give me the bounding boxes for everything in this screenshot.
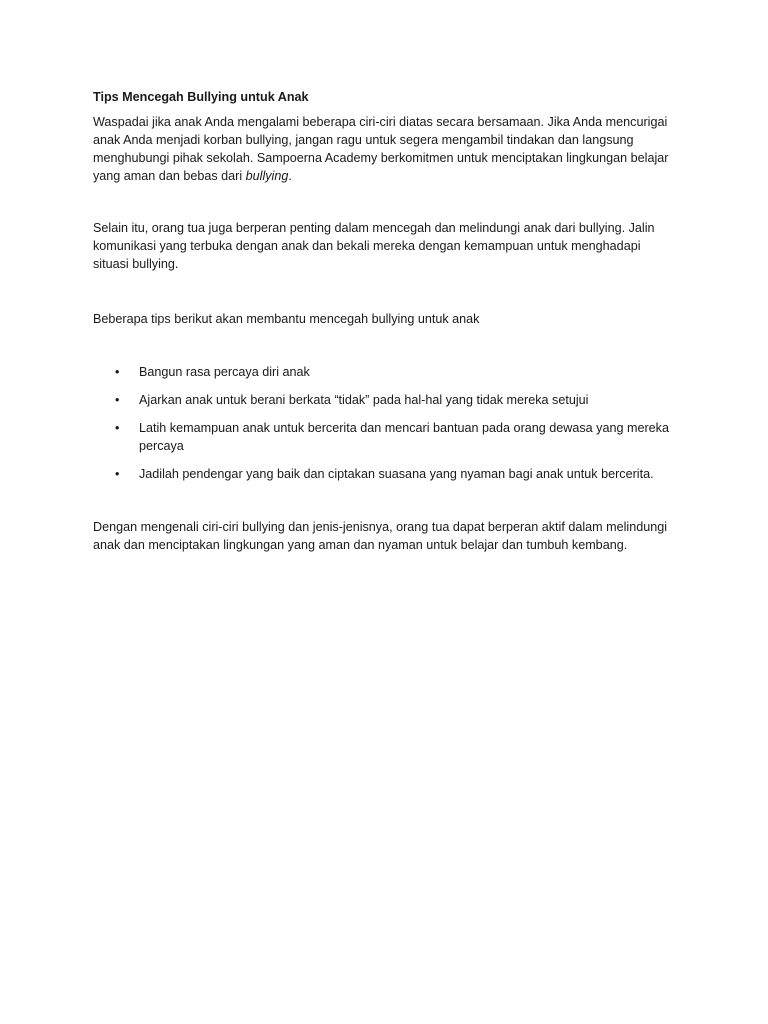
bullet-icon: • <box>115 365 120 379</box>
tip-text: Ajarkan anak untuk berani berkata “tidak” pada hal-hal yang tidak mereka setujui <box>139 393 589 407</box>
paragraph-intro-italic: bullying <box>245 169 289 183</box>
paragraph-closing: Dengan mengenali ciri-ciri bullying dan jenis-jenisnya, orang tua dapat berperan aktif dalam melindungi anak dan menciptakan lingkungan yang aman dan nyaman untuk belajar dan tumbuh kembang. <box>93 520 668 552</box>
tip-text: Bangun rasa percaya diri anak <box>139 365 310 379</box>
tips-list <box>93 363 678 483</box>
bullet-icon: • <box>115 393 120 407</box>
tip-text: Jadilah pendengar yang baik dan ciptakan suasana yang nyaman bagi anak untuk bercerita. <box>139 467 654 481</box>
paragraph-tips-intro: Beberapa tips berikut akan membantu mencegah bullying untuk anak <box>93 312 480 326</box>
paragraph-intro-text: Waspadai jika anak Anda mengalami beberapa ciri-ciri diatas secara bersamaan. Jika Anda mencurigai anak Anda menjadi korban bullying, jangan ragu untuk segera mengambil tindakan dan langsung menghubungi pihak sekolah. Sampoerna Academy berkomitmen untuk menciptakan lingkungan belajar yang aman dan bebas dari <box>93 115 669 183</box>
bullet-icon: • <box>115 421 120 435</box>
bullet-icon: • <box>115 467 120 481</box>
paragraph-parents-role: Selain itu, orang tua juga berperan penting dalam mencegah dan melindungi anak dari bullying. Jalin komunikasi yang terbuka dengan anak dan bekali mereka dengan kemampuan untuk menghadapi situasi bullying. <box>93 221 655 271</box>
document-page <box>93 88 678 554</box>
list-item <box>93 419 678 455</box>
document-title: Tips Mencegah Bullying untuk Anak <box>93 90 309 104</box>
tip-text: Latih kemampuan anak untuk bercerita dan mencari bantuan pada orang dewasa yang mereka percaya <box>139 421 669 453</box>
list-item <box>93 363 678 381</box>
paragraph-intro-end: . <box>288 169 292 183</box>
list-item <box>93 465 678 483</box>
paragraph-intro <box>93 113 678 185</box>
list-item <box>93 391 678 409</box>
